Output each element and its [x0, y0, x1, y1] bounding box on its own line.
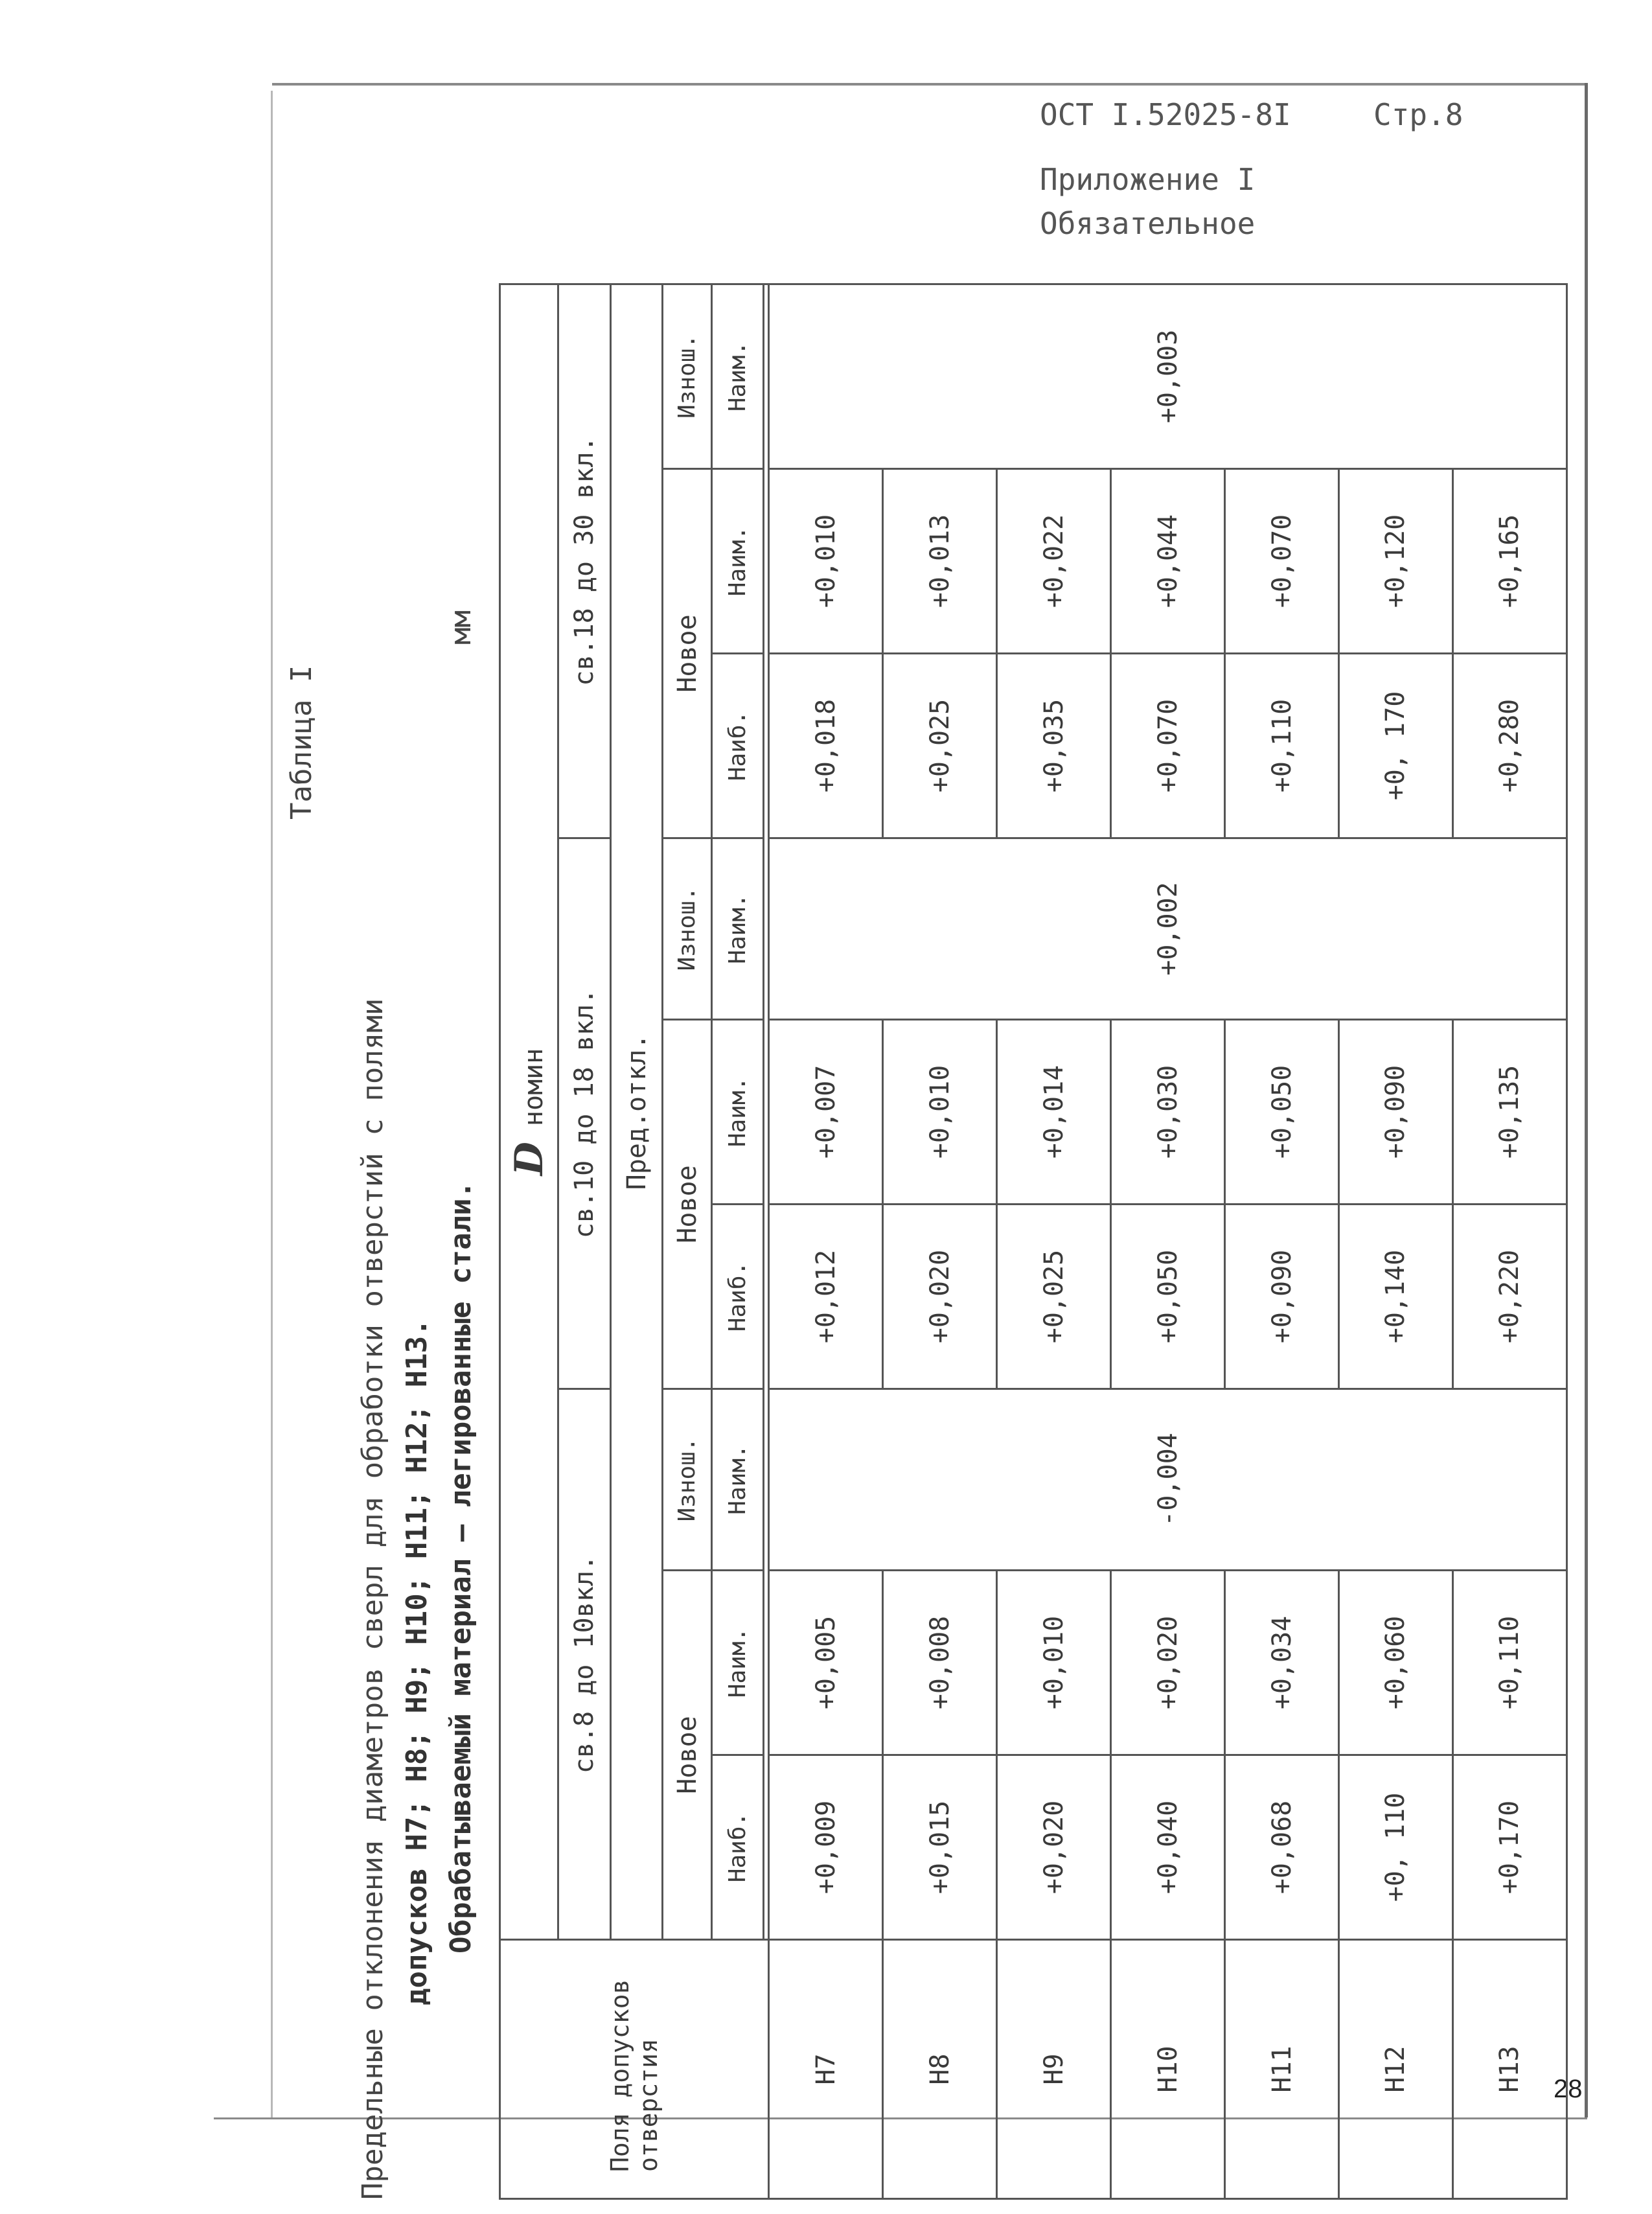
- worn-header-2: Изнош.: [663, 838, 711, 1020]
- value-cell: +0,008: [883, 1571, 997, 1755]
- field-cell: Н7: [769, 1940, 883, 2199]
- value-cell: +0,025: [883, 654, 997, 838]
- frame-top-border: [272, 83, 1587, 86]
- max-header: Наиб.: [711, 1755, 763, 1940]
- value-cell: +0,140: [1339, 1205, 1453, 1389]
- value-cell: +0,012: [769, 1205, 883, 1389]
- dnom-suffix: номин: [518, 1048, 549, 1142]
- min-header: Наим.: [711, 838, 763, 1020]
- table-title-line-2: допусков Н7; Н8; Н9; Н10; Н11; Н12; Н13.: [400, 1319, 433, 2005]
- dnom-letter: D: [506, 1142, 552, 1176]
- field-cell: Н9: [997, 1940, 1111, 2199]
- deviation-table: [499, 283, 1568, 2200]
- field-column-header: Поля допусков отверстия: [500, 1940, 769, 2199]
- value-cell: +0,015: [883, 1755, 997, 1940]
- doc-code: ОСТ I.52025-8I: [1040, 97, 1291, 132]
- value-cell: +0, 110: [1339, 1755, 1453, 1940]
- pred-otkl-header: Пред.откл.: [610, 284, 662, 1939]
- field-cell: Н13: [1452, 1940, 1566, 2199]
- table-title-line-3: Обрабатываемый материал – легированные стали.: [444, 1181, 477, 1954]
- new-header-2: Новое: [663, 1020, 711, 1389]
- table-label: Таблица I: [285, 665, 318, 820]
- min-header: Наим.: [711, 1571, 763, 1755]
- value-cell: +0,060: [1339, 1571, 1453, 1755]
- value-cell: +0,010: [883, 1020, 997, 1205]
- value-cell: +0,025: [997, 1205, 1111, 1389]
- value-cell: +0,035: [997, 654, 1111, 838]
- frame-left-border: [271, 91, 273, 2119]
- max-header: Наиб.: [711, 1205, 763, 1389]
- range-1-header: св.8 до 10вкл.: [558, 1389, 610, 1940]
- value-cell: +0,050: [1111, 1205, 1225, 1389]
- value-cell: +0,068: [1225, 1755, 1339, 1940]
- field-cell: Н12: [1339, 1940, 1453, 2199]
- mandatory-label: Обязательное: [1040, 206, 1256, 241]
- value-cell: +0, 170: [1339, 654, 1453, 838]
- value-cell: +0,070: [1225, 469, 1339, 654]
- value-cell: +0,090: [1339, 1020, 1453, 1205]
- new-header-1: Новое: [663, 1571, 711, 1940]
- value-cell: +0,009: [769, 1755, 883, 1940]
- value-cell: +0,014: [997, 1020, 1111, 1205]
- worn-header-3: Изнош.: [663, 284, 711, 468]
- value-cell: +0,110: [1452, 1571, 1566, 1755]
- value-cell: +0,034: [1225, 1571, 1339, 1755]
- value-cell: +0,005: [769, 1571, 883, 1755]
- range-3-header: св.18 до 30 вкл.: [558, 284, 610, 838]
- appendix-label: Приложение I: [1040, 162, 1256, 197]
- value-cell: +0,020: [997, 1755, 1111, 1940]
- new-header-3: Новое: [663, 469, 711, 838]
- min-header: Наим.: [711, 1389, 763, 1571]
- value-cell: +0,044: [1111, 469, 1225, 654]
- value-cell: +0,040: [1111, 1755, 1225, 1940]
- worn-value-cell: +0,003: [769, 284, 1567, 468]
- field-cell: Н10: [1111, 1940, 1225, 2199]
- header-spacer: [764, 284, 769, 1939]
- value-cell: +0,120: [1339, 469, 1453, 654]
- rotated-table-block: [285, 295, 1568, 2200]
- value-cell: +0,220: [1452, 1205, 1566, 1389]
- min-header: Наим.: [711, 1020, 763, 1205]
- value-cell: +0,010: [769, 469, 883, 654]
- min-header: Наим.: [711, 469, 763, 654]
- field-cell: Н11: [1225, 1940, 1339, 2199]
- worn-value-cell: +0,002: [769, 838, 1567, 1020]
- value-cell: +0,010: [997, 1571, 1111, 1755]
- dnom-header: [500, 284, 558, 1939]
- value-cell: +0,165: [1452, 469, 1566, 654]
- value-cell: +0,050: [1225, 1020, 1339, 1205]
- page-number: 28: [1554, 2075, 1583, 2103]
- min-header: Наим.: [711, 284, 763, 468]
- worn-header-1: Изнош.: [663, 1389, 711, 1571]
- value-cell: +0,020: [1111, 1571, 1225, 1755]
- value-cell: +0,110: [1225, 654, 1339, 838]
- table-title-line-1: Предельные отклонения диаметров сверл для обработки отверстий с полями: [356, 998, 389, 2200]
- value-cell: +0,013: [883, 469, 997, 654]
- value-cell: +0,070: [1111, 654, 1225, 838]
- value-cell: +0,007: [769, 1020, 883, 1205]
- field-cell: Н8: [883, 1940, 997, 2199]
- value-cell: +0,022: [997, 469, 1111, 654]
- page-label: Стр.8: [1373, 97, 1463, 132]
- value-cell: +0,018: [769, 654, 883, 838]
- frame-right-border: [1585, 83, 1588, 2117]
- value-cell: +0,280: [1452, 654, 1566, 838]
- value-cell: +0,170: [1452, 1755, 1566, 1940]
- range-2-header: св.10 до 18 вкл.: [558, 838, 610, 1389]
- units-label: мм: [444, 610, 477, 645]
- value-cell: +0,020: [883, 1205, 997, 1389]
- value-cell: +0,135: [1452, 1020, 1566, 1205]
- value-cell: +0,090: [1225, 1205, 1339, 1389]
- max-header: Наиб.: [711, 654, 763, 838]
- value-cell: +0,030: [1111, 1020, 1225, 1205]
- worn-value-cell: -0,004: [769, 1389, 1567, 1571]
